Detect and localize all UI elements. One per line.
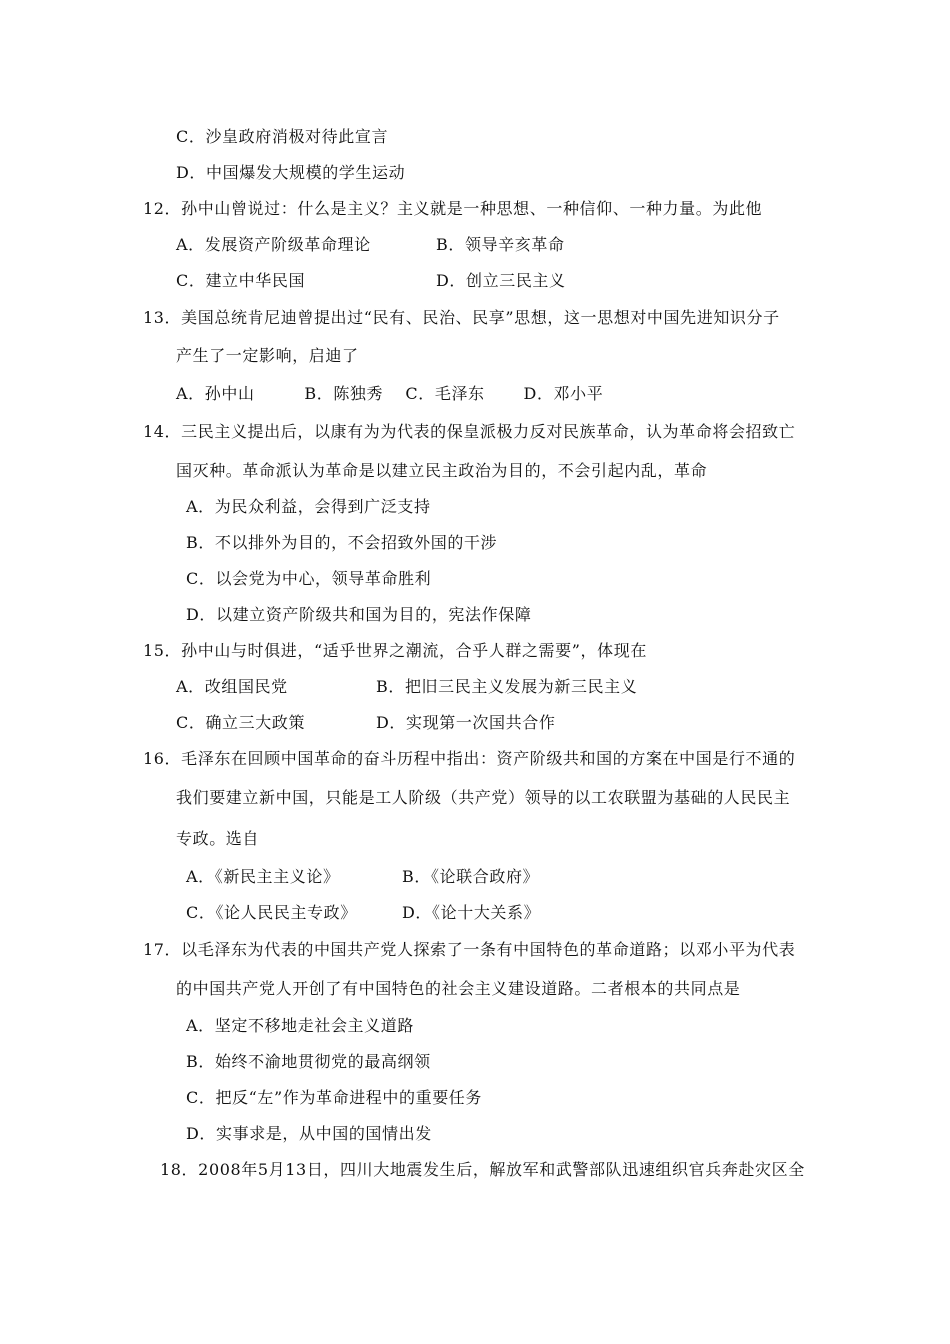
- q17-option-b: B．始终不渝地贯彻党的最高纲领: [186, 1052, 431, 1071]
- q15-stem: 15．孙中山与时俱进，“适乎世界之潮流，合乎人群之需要”，体现在: [143, 641, 647, 660]
- q17-stem-line1: 17．以毛泽东为代表的中国共产党人探索了一条有中国特色的革命道路；以邓小平为代表: [143, 940, 796, 959]
- q16-stem-line1: 16．毛泽东在回顾中国革命的奋斗历程中指出：资产阶级共和国的方案在中国是行不通的: [143, 749, 796, 768]
- q13-stem-line2: 产生了一定影响，启迪了: [176, 346, 359, 365]
- q14-option-b: B．不以排外为目的，不会招致外国的干涉: [186, 533, 498, 552]
- q17-option-d: D．实事求是，从中国的国情出发: [186, 1124, 432, 1143]
- q18-stem-line1: 18．2008年5月13日，四川大地震发生后，解放军和武警部队迅速组织官兵奔赴灾区全: [160, 1160, 805, 1179]
- q11-option-d: D．中国爆发大规模的学生运动: [176, 163, 406, 182]
- q14-option-c: C．以会党为中心，领导革命胜利: [186, 569, 432, 588]
- q16-option-c: C．《论人民民主专政》: [186, 903, 357, 922]
- q12-option-b: B．领导辛亥革命: [436, 235, 565, 254]
- q12-option-d: D．创立三民主义: [436, 271, 566, 290]
- q14-option-d: D．以建立资产阶级共和国为目的，宪法作保障: [186, 605, 532, 624]
- q14-stem-line1: 14．三民主义提出后，以康有为为代表的保皇派极力反对民族革命，认为革命将会招致亡: [143, 422, 796, 441]
- q14-stem-line2: 国灭种。革命派认为革命是以建立民主政治为目的，不会引起内乱，革命: [176, 461, 708, 480]
- q15-option-a: A．改组国民党: [176, 677, 288, 696]
- q13-options: A．孙中山 B．陈独秀 C．毛泽东 D．邓小平: [176, 384, 604, 403]
- q16-option-a: A．《新民主主义论》: [186, 867, 340, 886]
- q16-stem-line3: 专政。选自: [176, 829, 260, 848]
- q15-option-d: D．实现第一次国共合作: [376, 713, 556, 732]
- q17-option-c: C．把反“左”作为革命进程中的重要任务: [186, 1088, 483, 1107]
- q15-option-b: B．把旧三民主义发展为新三民主义: [376, 677, 638, 696]
- q16-option-d: D．《论十大关系》: [402, 903, 541, 922]
- q11-option-c: C．沙皇政府消极对待此宣言: [176, 127, 389, 146]
- q17-stem-line2: 的中国共产党人开创了有中国特色的社会主义建设道路。二者根本的共同点是: [176, 979, 741, 998]
- q12-option-a: A．发展资产阶级革命理论: [176, 235, 371, 254]
- q16-option-b: B．《论联合政府》: [402, 867, 540, 886]
- q14-option-a: A．为民众利益，会得到广泛支持: [186, 497, 431, 516]
- q17-option-a: A．坚定不移地走社会主义道路: [186, 1016, 414, 1035]
- q16-stem-line2: 我们要建立新中国，只能是工人阶级（共产党）领导的以工农联盟为基础的人民民主: [176, 788, 791, 807]
- q13-stem-line1: 13．美国总统肯尼迪曾提出过“民有、民治、民享”思想，这一思想对中国先进知识分子: [143, 308, 780, 327]
- q12-stem: 12．孙中山曾说过：什么是主义？主义就是一种思想、一种信仰、一种力量。为此他: [143, 199, 763, 218]
- q15-option-c: C．确立三大政策: [176, 713, 306, 732]
- q12-option-c: C．建立中华民国: [176, 271, 306, 290]
